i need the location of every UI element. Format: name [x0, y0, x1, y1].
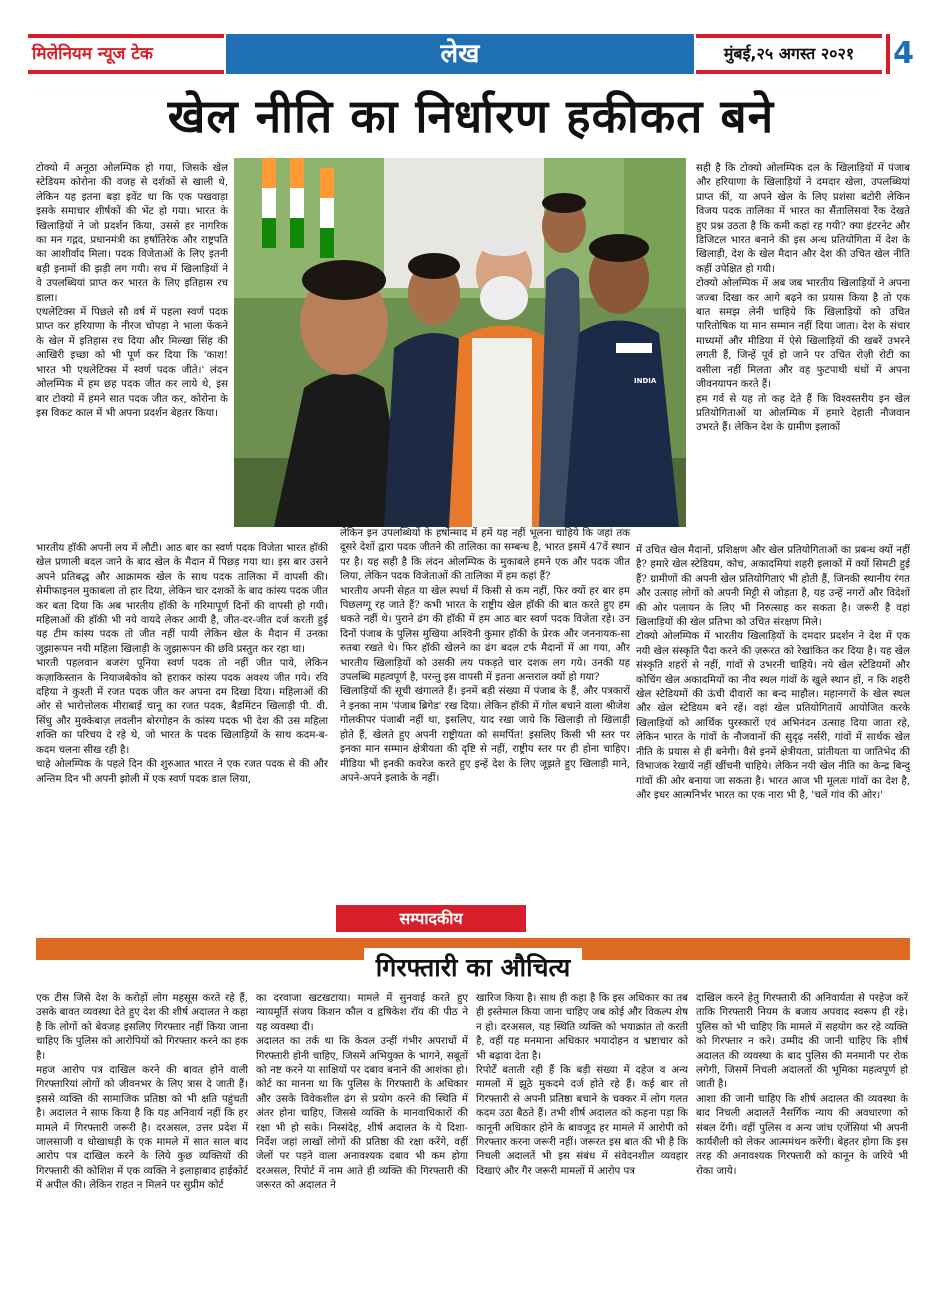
editorial-paragraph: एक टीस जिसे देश के करोड़ों लोग महसूस करते रहे हैं, उसके बावत व्यवस्था देते हुए देश की शीर्ष अदालत ने कहा है कि लोगों को बेवजह इसलिए गिरफ्तार नहीं किया जाना चाहिए कि पुलिस को आरोपियों को गिरफ्तार करने का हक है। [36, 993, 248, 1062]
newspaper-name: मिलेनियम न्यूज टेक [28, 34, 224, 74]
editorial-column-2 [256, 992, 468, 1272]
article-paragraph: टोक्यो ओलम्पिक में अब जब भारतीय खिलाड़ियों ने अपना जज्बा दिखा कर आगे बढ़ने का प्रयास किया है तो एक बात समझ लेनी चाहिये कि खिलाड़ियों को उचित पारितोषिक या मान सम्मान नहीं दिया जाता। देश के संचार माध्यमों और मीडिया में ऐसे खिलाड़ियों की खबरें उभरने लगती हैं, जिन्हें पूर्व हो जाने पर उचित रोज़ी रोटी का वसीला नहीं मिलता और वह फुटपाथी धंधों में अपना जीवनयापन करते हैं। [696, 278, 910, 391]
article-paragraph: एथलेटिक्स में पिछले सौ वर्ष में पहला स्वर्ण पदक प्राप्त कर हरियाणा के नीरज चोपड़ा ने भाला फेंकने के खेल में इतिहास रच दिया और मिल्खा सिंह की आखिरी इच्छा को भी पूर्ण कर दिया कि 'काश! भारत भी एथलेटिक्स में स्वर्ण पदक जीते।' लंदन ओलम्पिक में हम छह पदक जीत कर लाये थे, इस बार टोक्यो में हमने सात पदक जीत कर, कोरोना के इस विकट काल में भी अपना प्रदर्शन बेहतर किया। [36, 307, 228, 419]
dateline: मुंबई,२५ अगस्त २०२१ [696, 34, 882, 74]
editorial-paragraph: का दरवाजा खटखटाया। मामले में सुनवाई करते हुए न्यायमूर्ति संजय किशन कौल व हृषिकेश रॉय की पीठ ने यह व्यवस्था दी। [256, 993, 468, 1033]
article-paragraph: खिलाड़ियों की सूची खंगालते हैं। इनमें बड़ी संख्या में पंजाब के हैं, और पत्रकारों ने इनका नाम 'पंजाब ब्रिगेड' रख दिया। लेकिन हॉकी में गोल बचाने वाला श्रीजेश गोलकीपर पंजाबी नहीं था, इसलिए, याद रखा जाये कि खिलाड़ी तो खिलाड़ी होते हैं, खेलते हुए अपनी राष्ट्रीयता को समर्पित! इसलिए किसी भी स्तर पर इनका मान सम्मान क्षेत्रीयता की दृष्टि से नहीं, राष्ट्रीय स्तर पर ही होना चाहिए। मीडिया भी इनकी कवरेज करते हुए इन्हें देश के लिए जूझते हुए खिलाड़ी माने, अपने-अपने इलाके के नहीं। [340, 686, 630, 784]
article-paragraph: टोक्यो ओलम्पिक में भारतीय खिलाड़ियों के दमदार प्रदर्शन ने देश में एक नयी खेल संस्कृति पैदा करने की ज़रूरत को रेखांकित कर दिया है। यह खेल संस्कृति शहरों से नहीं, गांवों से उभरनी चाहिये। नये खेल स्टेडियमों और कोचिंग खेल अकादमियों का नीव स्थल गांवों के खुले स्थान हों, न कि शहरी खेल स्टेडियमों की ऊंची दीवारों का बन्द माहौल। महानगरों के खेल स्थल और खेल स्टेडियम बने रहें। वहां खेल प्रतियोगितायें आयोजित करके खिलाड़ियों को आर्थिक पुरस्कारों एवं अभिनंदन उत्साह दिया जाता रहे, लेकिन भारत के गांवों के नौजवानों की सुदृढ़ नर्सरी, गांवों में सार्थक खेल नीति के प्रयास से ही बनेगी। वैसे इनमें क्षेत्रीयता, प्रांतीयता या जातिभेद की विभाजक रेखायें नहीं खींचनी चाहिये। लेकिन नयी खेल नीति का केन्द्र बिन्दु गांवों की ओर बनाया जा सकता है। भारत आज भी मूलतः गांवों का देश है, और इधर आत्मनिर्भर भारत का एक नारा भी है, 'चलें गांव की ओर।' [636, 631, 910, 801]
section-label: लेख [226, 34, 694, 74]
jersey-label: INDIA [634, 377, 657, 385]
editorial-paragraph: दाखिल करने हेतु गिरफ्तारी की अनिवार्यता से परहेज करें ताकि गिरफ्तारी नियम के बजाय अपवाद स्वरूप ही रहे। पुलिस को भी चाहिए कि मामले में सहयोग कर रहे व्यक्ति को गिरफ्तार न करे। उम्मीद की जानी चाहिए कि शीर्ष अदालत की व्यवस्था के बाद पुलिस की मनमानी पर रोक लगेगी, जिसमें निचली अदालतों की भूमिका महत्वपूर्ण हो जाती है। [696, 993, 908, 1091]
editorial-paragraph: खारिज किया है। साथ ही कहा है कि इस अधिकार का तब ही इस्तेमाल किया जाना चाहिए जब कोई और विकल्प शेष न हो। दरअसल, यह स्थिति व्यक्ति को भयाक्रांत तो करती है, वहीं यह मनमाना अधिकार भयादोहन व भ्रष्टाचार को भी बढ़ावा देता है। [476, 993, 688, 1062]
editorial-column-4 [696, 992, 908, 1272]
article-paragraph: लेकिन इन उपलब्धियों के हर्षोन्माद में हमें यह नहीं भूलना चाहिये कि जहां तक दूसरे देशों द्वारा पदक जीतने की तालिका का सम्बन्ध है, भारत इसमें 47वें स्थान पर है। यह सही है कि लंदन ओलम्पिक के मुकाबले हमने एक और पदक जीत लिया, लेकिन पदक विजेताओं की तालिका में हम कहां हैं? [340, 528, 630, 583]
article-column-1 [36, 162, 228, 542]
group-selfie-image [234, 158, 686, 527]
editorial-title: गिरफ्तारी का औचित्य [364, 948, 582, 988]
page-number: 4 [886, 34, 914, 74]
article-column-2 [340, 527, 630, 902]
editorial-paragraph: महज आरोप पत्र दाखिल करने की बावत होने वाली गिरफ्तारियां लोगों को जीवनभर के लिए त्रास दे जाती हैं। इससे व्यक्ति की सामाजिक प्रतिष्ठा को भी क्षति पहुंचती है। अदालत ने साफ किया है कि यह अनिवार्य नहीं कि हर मामले में गिरफ्तारी जरूरी है। दरअसल, उत्तर प्रदेश में जालसाजी व धोखाधड़ी के एक मामले में सात साल बाद आरोप पत्र दाखिल करने के लिये कुछ व्यक्तियों की गिरफ्तारी की कोशिश में एक व्यक्ति ने इलाहाबाद हाईकोर्ट में अपील की। लेकिन राहत न मिलने पर सुप्रीम कोर्ट [36, 1065, 248, 1192]
article-paragraph: भारती पहलवान बजरंग पूनिया स्वर्ण पदक तो नहीं जीत पाये, लेकिन कज़ाकिस्तान के नियाजबेकोव को हराकर कांस्य पदक अवश्य जीत गये। रवि दहिया ने कुश्ती में रजत पदक जीत कर अपना दम दिखा दिया। महिलाओं की ओर से भारोत्तोलक मीराबाई चानू का रजत पदक, बैडमिंटन खिलाड़ी पी. वी. सिंधु और मुक्केबाज़ लवलीन बोरगोहन के कांस्य पदक भी देश की उस महिला शक्ति का परिचय दे रहे थे, जो भारत के पदक खिलाड़ियों के साथ कदम-ब-कदम चलना सीख रही है। [36, 658, 328, 756]
article-photo [234, 158, 686, 527]
article-paragraph: टोक्यो में अनूठा ओलम्पिक हो गया, जिसके खेल स्टेडियम कोरोना की वजह से दर्शकों से खाली थे, लेकिन यह इतना बड़ा इवेंट था कि एक पखवाड़ा इसके समाचार शीर्षकों की भेंट हो गया। भारत के खिलाड़ियों ने जो प्रदर्शन किया, उससे हर नागरिक का मन गद्गद, प्रधानमंत्री का हर्षातिरेक और राष्ट्रपति का आशीर्वाद मिला। पदक विजेताओं के लिए इतनी बड़ी इनामों की झड़ी लग गयी। सच में खिलाड़ियों ने वे उपलब्धियां प्राप्त कर भारत के लिए इतिहास रच डाला। [36, 163, 228, 304]
editorial-paragraph: अदालत का तर्क था कि केवल उन्हीं गंभीर अपराधों में गिरफ्तारी होनी चाहिए, जिसमें अभियुक्त के भागने, सबूतों को नष्ट करने या साक्षियों पर दबाव बनाने की आशंका हो। कोर्ट का मानना था कि पुलिस के गिरफ्तारी के अधिकार और उसके विवेकशील ढंग से प्रयोग करने की स्थिति में अंतर होना चाहिए, जिससे व्यक्ति के मानवाधिकारों की रक्षा भी हो सके। निस्संदेह, शीर्ष अदालत के ये दिशा-निर्देश जहां लाखों लोगों की प्रतिष्ठा की रक्षा करेंगे, वहीं जेलों पर पड़ने वाला अनावश्यक दबाव भी कम होगा दरअसल, रिपोर्ट में नाम आते ही व्यक्ति की गिरफ्तारी की जरूरत को अदालत ने [256, 1036, 468, 1192]
editorial-column-1 [36, 992, 248, 1272]
editorial-column-3 [476, 992, 688, 1272]
article-lower-right [636, 544, 910, 896]
editorial-paragraph: आशा की जानी चाहिए कि शीर्ष अदालत की व्यवस्था के बाद निचली अदालतें नैसर्गिक न्याय की अवधारणा को संबल देंगी। वहीं पुलिस व अन्य जांच एजेंसियां भी अपनी कार्यशैली को लेकर आत्ममंथन करेंगी। बेहतर होगा कि इस तरह की अनावश्यक गिरफ्तारी को कानून के जरिये भी रोका जाये। [696, 1093, 908, 1177]
article-paragraph: सही है कि टोक्यो ओलम्पिक दल के खिलाड़ियों में पंजाब और हरियाणा के खिलाड़ियों ने दमदार खेला, उपलब्धियां प्राप्त कीं, या अपने खेल के लिए प्रशंसा बटोरी लेकिन विजय पदक तालिका में भारत का सैंतालिसवां रैंक देखते हुए प्रश्न उठता है कि कमी कहां रह गयी? क्या इंटरनेट और डिजिटल भारत बनाने की इस अन्ध प्रतियोगिता में देश के खिलाड़ी, देश के खेल मैदान और देश की उचित खेल नीति कहीं उपेक्षित हो गयी। [696, 163, 910, 275]
editorial-section-tag: सम्पादकीय [336, 905, 526, 932]
article-lower-left [36, 542, 328, 896]
article-paragraph: भारतीय अपनी सेहत या खेल स्पर्धा में किसी से कम नहीं, फिर क्यों हर बार हम पिछलग्गू रह जाते हैं? कभी भारत के राष्ट्रीय खेल हॉकी की बात करते हुए हम थकते नहीं थे। पुराने ढंग की हॉकी में हम आठ बार स्वर्ण पदक विजेता रहे। उन दिनों पंजाब के पुलिस मुखिया अश्विनी कुमार हॉकी के प्रेरक और जननायक-सा रुतबा रखते थे। फिर हॉकी खेलने का ढंग बदल टर्फ मैदानों में आ गया, और भारतीय खिलाड़ियों को उसकी लय पकड़ते चार दशक लग गये। उनकी यह उपलब्धि महत्वपूर्ण है, परन्तु इस वापसी में इतना अन्तराल क्यों हो गया? [340, 585, 630, 684]
article-paragraph: भारतीय हॉकी अपनी लय में लौटी। आठ बार का स्वर्ण पदक विजेता भारत हॉकी खेल प्रणाली बदल जाने के बाद खेल के मैदान में पिछड़ गया था। इस बार उसने अपने प्रतिबद्ध और आक्रामक खेल के साथ पदक तालिका में वापसी की। सेमीफाइनल मुकाबला तो हार दिया, लेकिन चार दशकों के बाद कांस्य पदक जीत कर बता दिया कि अब भारतीय हॉकी के गरिमापूर्ण दिनों की वापसी हो गयी। महिलाओं की हॉकी भी नये वायदे लेकर आयी है, जीत-दर-जीत दर्ज करती हुई यह टीम कांस्य पदक तो जीत नहीं पायी लेकिन खेल के मैदान में उनका जुझारूपन नयी महिला खिलाड़ी के जुझारूपन की छवि प्रस्तुत कर रहा था। [36, 543, 328, 655]
editorial-title-wrap [36, 948, 910, 988]
article-paragraph: चाहे ओलम्पिक के पहले दिन की शुरुआत भारत ने एक रजत पदक से की और अन्तिम दिन भी अपनी झोली में एक स्वर्ण पदक डाल लिया, [36, 759, 328, 785]
editorial-paragraph: रिपोर्टें बताती रही हैं कि बड़ी संख्या में दहेज व अन्य मामलों में झूठे मुकदमे दर्ज होते रहे हैं। कई बार तो गिरफ्तारी से अपनी प्रतिष्ठा बचाने के चक्कर में लोग गलत कदम उठा बैठते हैं। तभी शीर्ष अदालत को कहना पड़ा कि कानूनी अधिकार होने के बावजूद हर मामले में आरोपी को गिरफ्तार करना जरूरी नहीं। जरूरत इस बात की भी है कि निचली अदालतें भी इस संबंध में संवेदनशील व्यवहार दिखाएं और गैर जरूरी मामलों में आरोप पत्र [476, 1065, 688, 1177]
article-paragraph: में उचित खेल मैदानों, प्रशिक्षण और खेल प्रतियोगिताओं का प्रबन्ध क्यों नहीं है? हमारे खेल स्टेडियम, कोच, अकादमियां शहरी इलाकों में क्यों सिमटी हुई हैं? ग्रामीणों की अपनी खेल प्रतियोगिताएं भी होती हैं, जिनकी स्थानीय रंगत और उत्साह लोगों को अपनी मिट्टी से जोड़ता है, यह उन्हें नगरों और विदेशों की ओर पलायन के लिए भी निरुत्साह कर सकता है। जरूरी है वहां खिलाड़ियों की खेल प्रतिभा को उचित संरक्षण मिले। [636, 545, 910, 629]
article-paragraph: हम गर्व से यह तो कह देते हैं कि विश्वस्तरीय इन खेल प्रतियोगिताओं या ओलम्पिक में हमारे देहाती नौजवान उभरते हैं। लेकिन देश के ग्रामीण इलाकों [696, 393, 910, 434]
masthead [28, 34, 914, 74]
article-headline: खेल नीति का निर्धारण हकीकत बने [167, 89, 775, 143]
article-column-3 [696, 162, 910, 544]
